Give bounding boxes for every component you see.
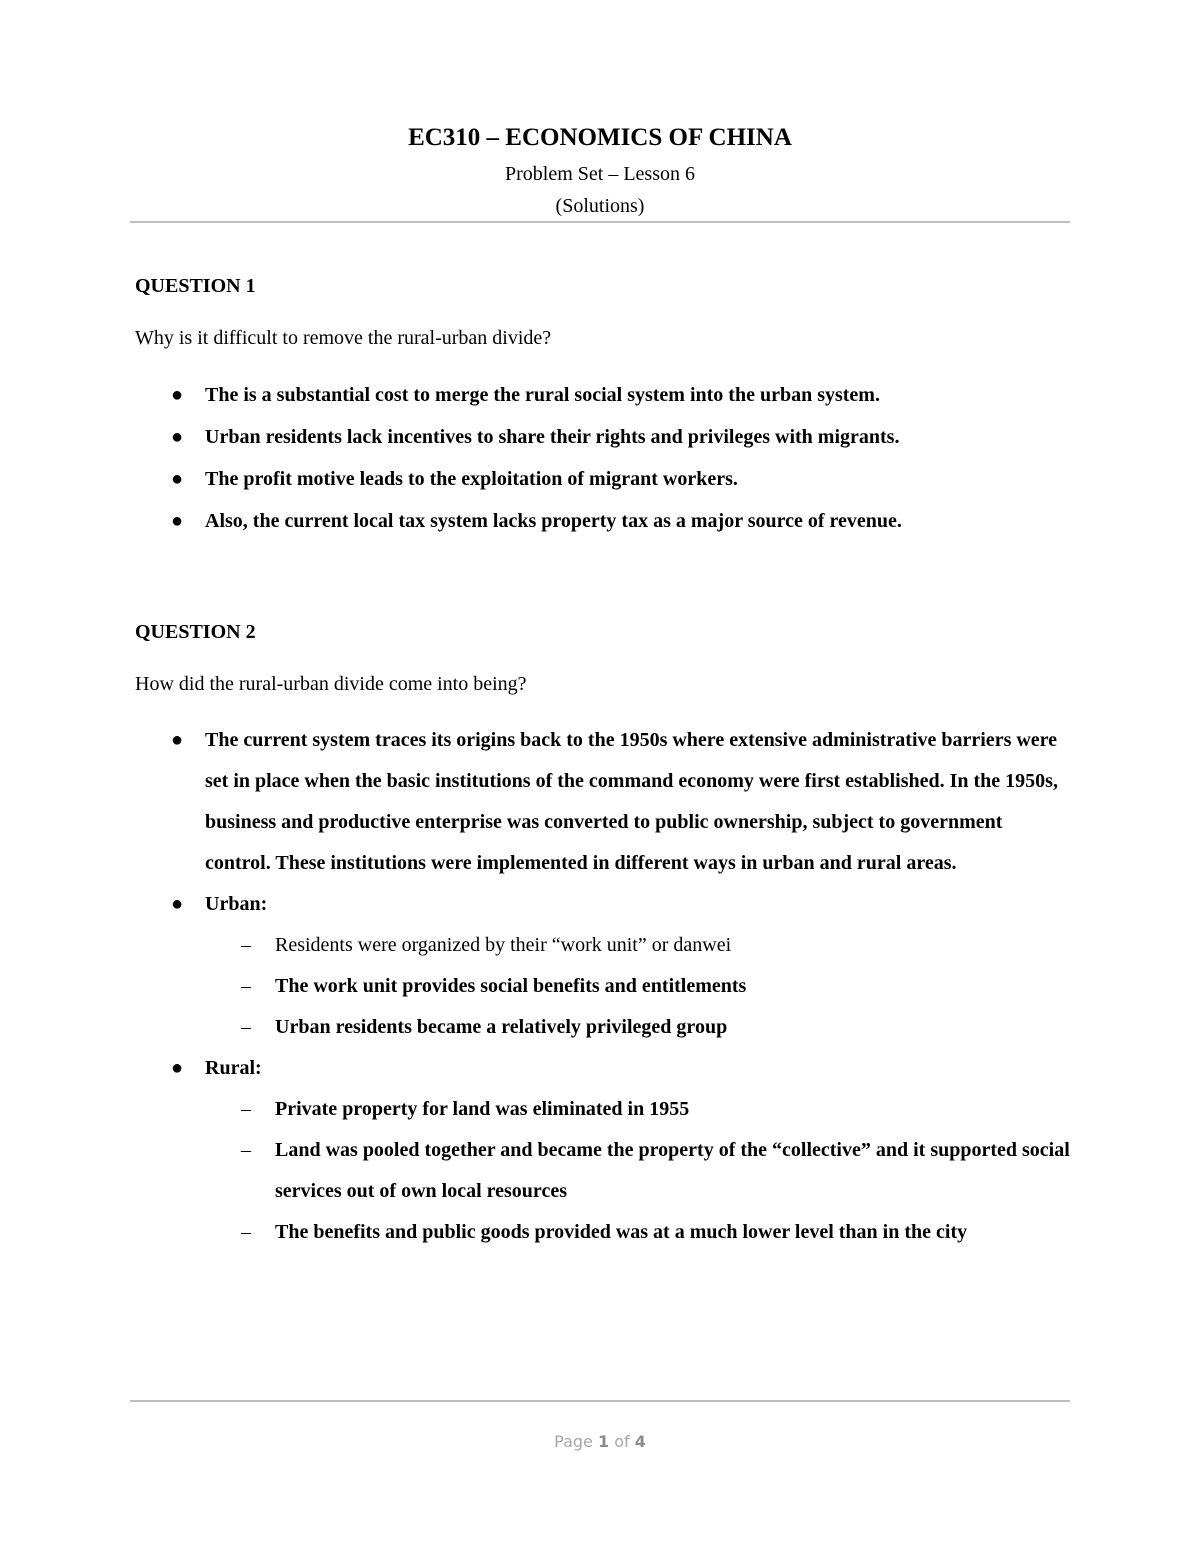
page-word: Page <box>554 1432 593 1451</box>
urban-sublist <box>205 925 1070 1048</box>
answer-text: Urban: <box>205 893 268 915</box>
header-divider <box>130 221 1070 223</box>
total-pages-number: 4 <box>634 1432 646 1451</box>
of-word: of <box>614 1432 630 1451</box>
list-item <box>205 1007 1070 1048</box>
list-item <box>205 1130 1070 1212</box>
rural-sublist <box>205 1089 1070 1253</box>
answer-text: The is a substantial cost to merge the rural social system into the urban system. <box>205 384 880 406</box>
list-item <box>205 1212 1070 1253</box>
answer-list <box>135 720 1070 1253</box>
document-header <box>130 118 1070 222</box>
document-title: EC310 – ECONOMICS OF CHINA <box>408 124 792 151</box>
dash-icon: – <box>241 1016 251 1038</box>
bullet-icon: ● <box>171 1057 184 1079</box>
list-item <box>135 720 1070 884</box>
list-item <box>205 1089 1070 1130</box>
bullet-icon: ● <box>171 468 184 490</box>
answer-text: Urban residents lack incentives to share their rights and privileges with migrants. <box>205 426 900 448</box>
answer-text: Rural: <box>205 1057 262 1079</box>
list-item <box>135 884 1070 1048</box>
current-page-number: 1 <box>597 1432 610 1451</box>
list-item <box>205 925 1070 966</box>
question-heading: QUESTION 1 <box>135 275 256 297</box>
dash-icon: – <box>241 934 251 956</box>
question-prompt: Why is it difficult to remove the rural-urban divide? <box>135 327 552 349</box>
answer-text: The profit motive leads to the exploitation of migrant workers. <box>205 468 738 490</box>
bullet-icon: ● <box>171 426 184 448</box>
bullet-icon: ● <box>171 384 184 406</box>
answer-text: The current system traces its origins back to the 1950s where extensive administrative barriers were set in place when the basic institutions of the command economy were first established. In the 1950s, business and productive enterprise was converted to public ownership, subject to government control. These institutions were implemented in different ways in urban and rural areas. <box>205 729 1058 874</box>
sub-point-text: Urban residents became a relatively privileged group <box>275 1016 728 1038</box>
dash-icon: – <box>241 1139 251 1161</box>
page-footer <box>130 1432 1070 1451</box>
question-heading: QUESTION 2 <box>135 621 256 643</box>
document-body <box>135 270 1070 1253</box>
list-item <box>135 458 1070 500</box>
question-prompt: How did the rural-urban divide come into being? <box>135 673 527 695</box>
dash-icon: – <box>241 1098 251 1120</box>
sub-point-text: Private property for land was eliminated in 1955 <box>275 1098 690 1120</box>
list-item <box>135 1048 1070 1253</box>
footer-divider <box>130 1400 1070 1402</box>
list-item <box>135 416 1070 458</box>
sub-point-text: The work unit provides social benefits and entitlements <box>275 975 747 997</box>
sub-point-text: Residents were organized by their “work unit” or danwei <box>275 934 732 956</box>
document-solutions-label: (Solutions) <box>555 195 645 217</box>
sub-point-text: Land was pooled together and became the property of the “collective” and it supported social services out of own local resources <box>275 1139 1070 1202</box>
dash-icon: – <box>241 1221 251 1243</box>
sub-point-text: The benefits and public goods provided was at a much lower level than in the city <box>275 1221 968 1243</box>
list-item <box>205 966 1070 1007</box>
bullet-icon: ● <box>171 510 184 532</box>
list-item <box>135 500 1070 542</box>
question-2 <box>135 616 1070 1253</box>
answer-list <box>135 374 1070 542</box>
question-1 <box>135 270 1070 542</box>
bullet-icon: ● <box>171 893 184 915</box>
list-item <box>135 374 1070 416</box>
dash-icon: – <box>241 975 251 997</box>
bullet-icon: ● <box>171 729 184 751</box>
answer-text: Also, the current local tax system lacks property tax as a major source of revenue. <box>205 510 902 532</box>
document-subtitle: Problem Set – Lesson 6 <box>505 163 695 185</box>
